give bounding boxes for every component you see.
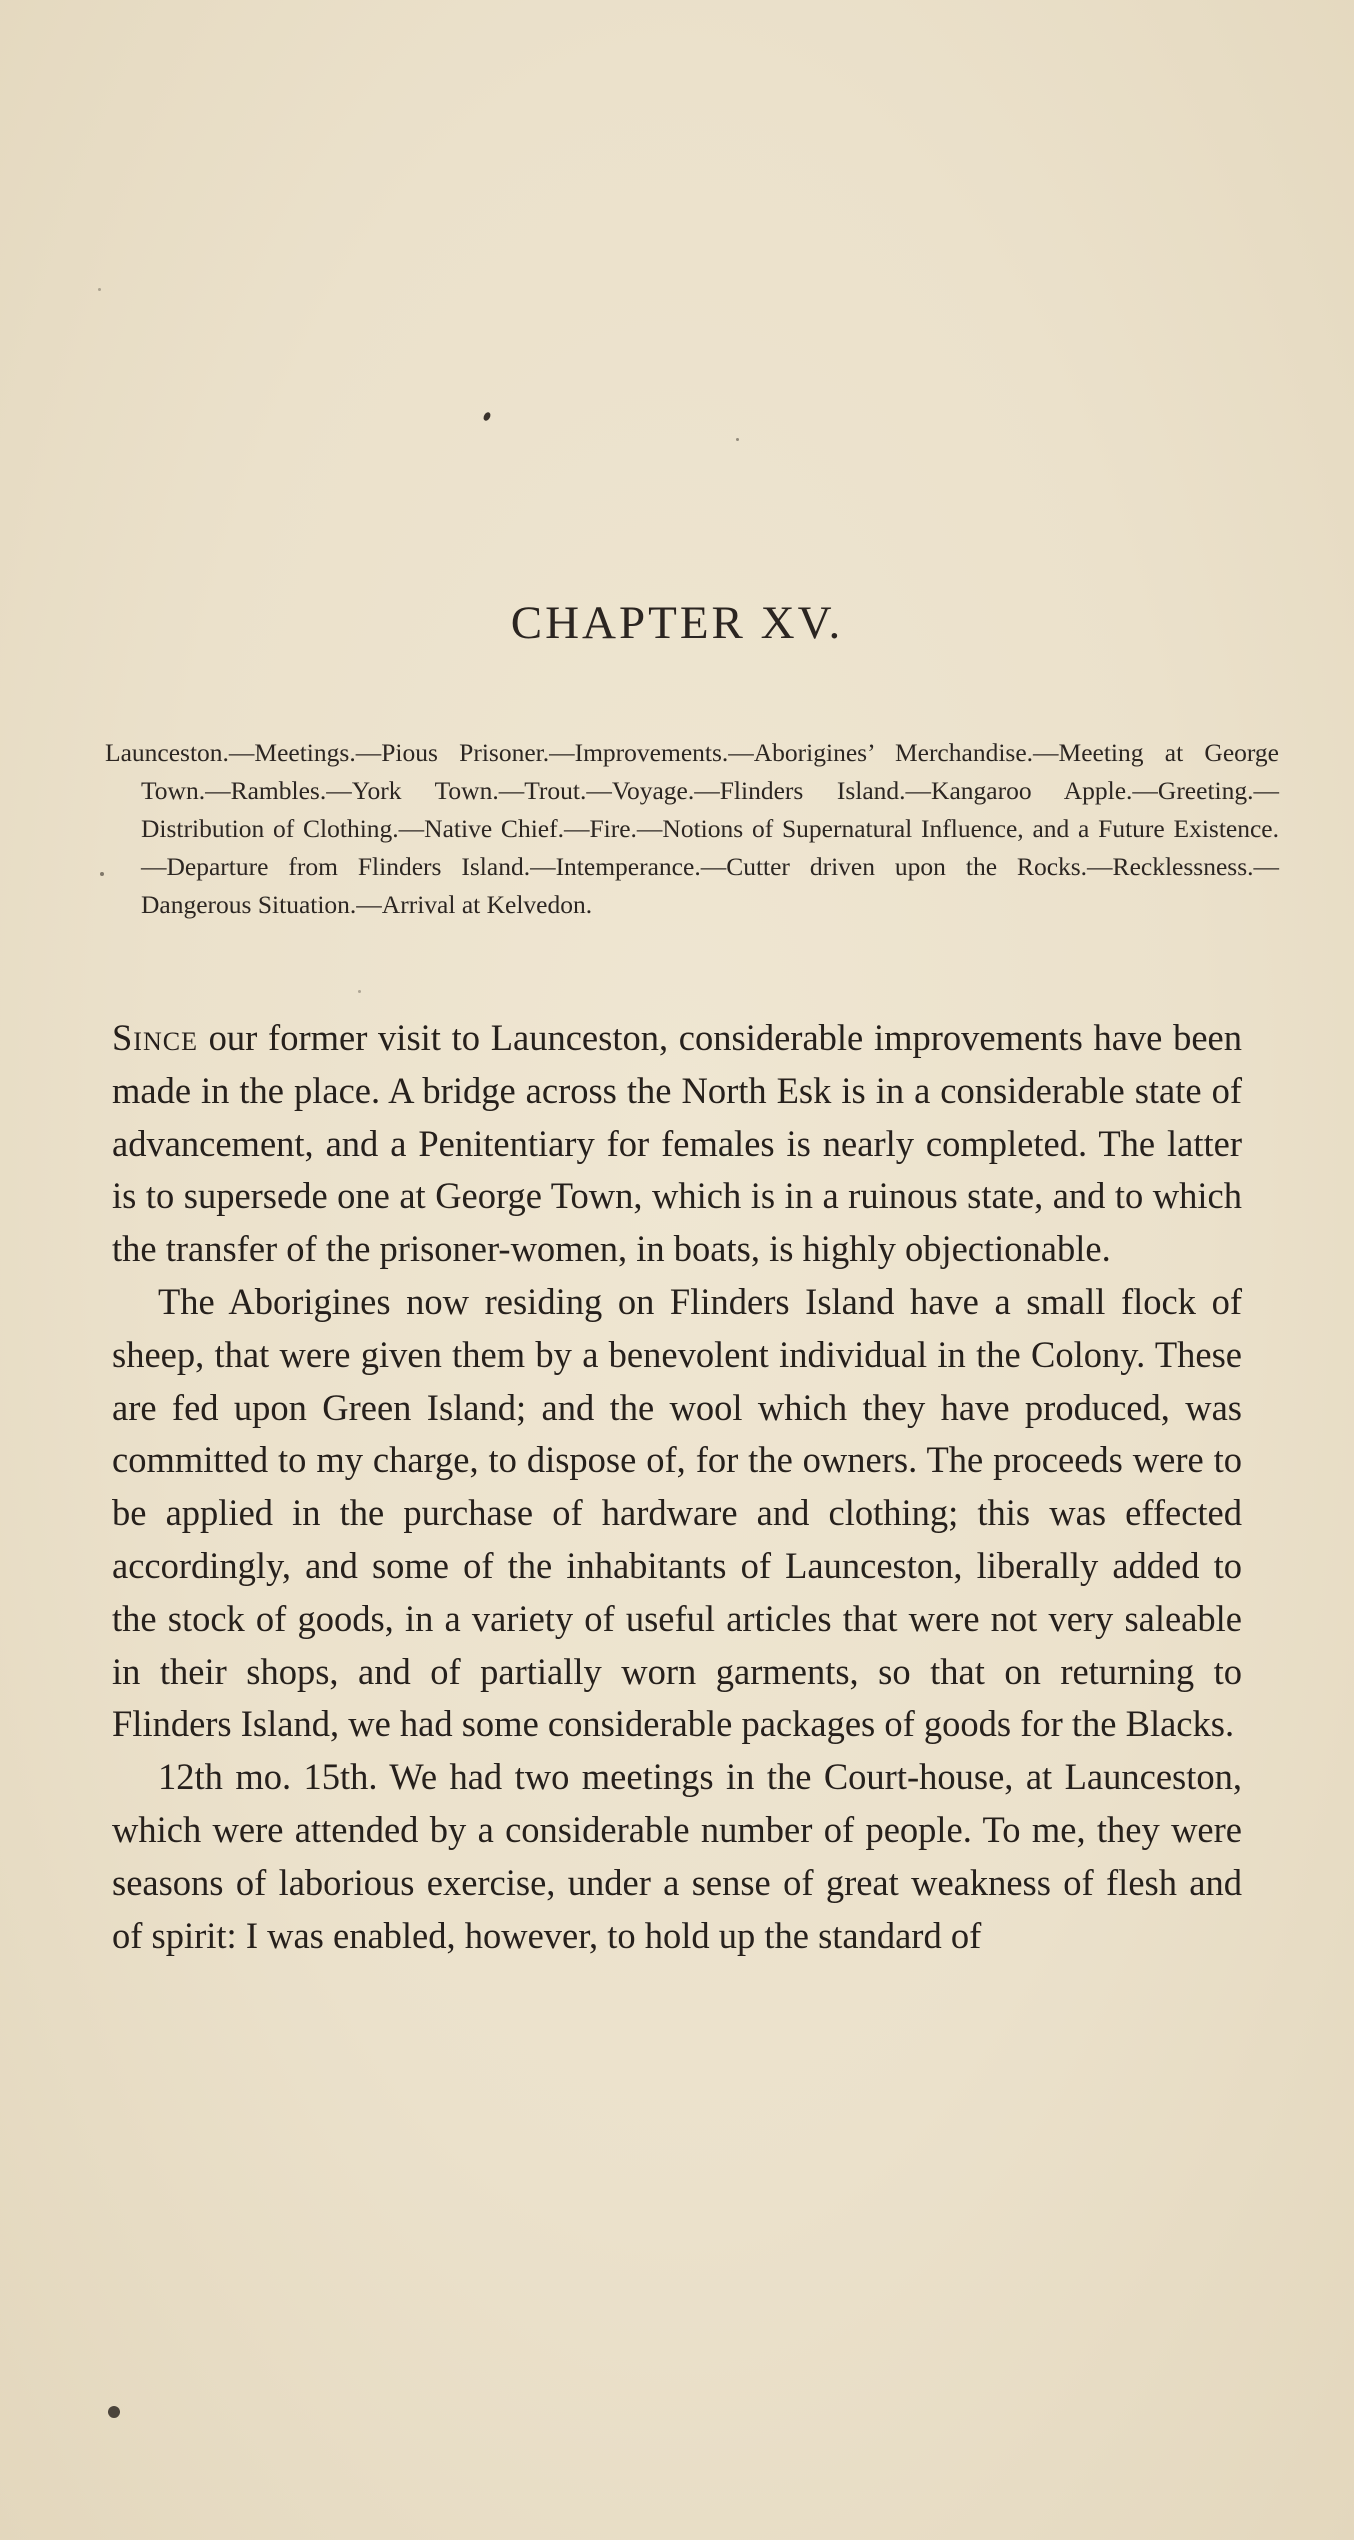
chapter-title: CHAPTER XV.	[510, 597, 844, 649]
paragraph-1-text: our former visit to Launceston, considerable improvements have been made in the place. A bridge across the North Esk is in a considerable state of advancement, and a Penitentiary for females is nearly completed. The latter is to supersede one at George Town, which is in a ruinous state, and to which the transfer of the prisoner-women, in boats, is highly objectionable.	[112, 1017, 1242, 1270]
paragraph-1	[112, 1012, 1242, 1276]
chapter-synopsis	[105, 734, 1279, 924]
ink-speck	[100, 872, 104, 876]
body-text	[112, 1012, 1242, 1962]
paragraph-3: 12th mo. 15th. We had two meetings in the Court-house, at Launceston, which were attended by a considerable number of people. To me, they were seasons of laborious exercise, under a sense of great weakness of flesh and of spirit: I was enabled, however, to hold up the standard of	[112, 1756, 1242, 1956]
paragraph-1-lead-word: Since	[112, 1017, 198, 1058]
paragraph-2: The Aborigines now residing on Flinders Island have a small flock of sheep, that were given them by a benevolent individual in the Colony. These are fed upon Green Island; and the wool which they have produced, was committed to my charge, to dispose of, for the owners. The proceeds were to be applied in the purchase of hardware and clothing; this was effected accordingly, and some of the inhabitants of Launceston, liberally added to the stock of goods, in a variety of useful articles that were not very saleable in their shops, and of partially worn garments, so that on returning to Flinders Island, we had some considerable packages of goods for the Blacks.	[112, 1280, 1242, 1745]
ink-speck	[108, 2406, 120, 2418]
ink-speck	[98, 288, 101, 291]
ink-speck	[736, 438, 739, 441]
synopsis-text: Launceston.—Meetings.—Pious Prisoner.—Improvements.—Aborigines’ Merchandise.—Meeting at George Town.—Rambles.—York Town.—Trout.—Voyage.—Flinders Island.—Kangaroo Apple.—Greeting.—Distribution of Clothing.—Native Chief.—Fire.—Notions of Supernatural Influence, and a Future Existence.—Departure from Flinders Island.—Intemperance.—Cutter driven upon the Rocks.—Recklessness.—Dangerous Situation.—Arrival at Kelvedon.	[105, 738, 1279, 919]
ink-speck	[358, 990, 361, 993]
